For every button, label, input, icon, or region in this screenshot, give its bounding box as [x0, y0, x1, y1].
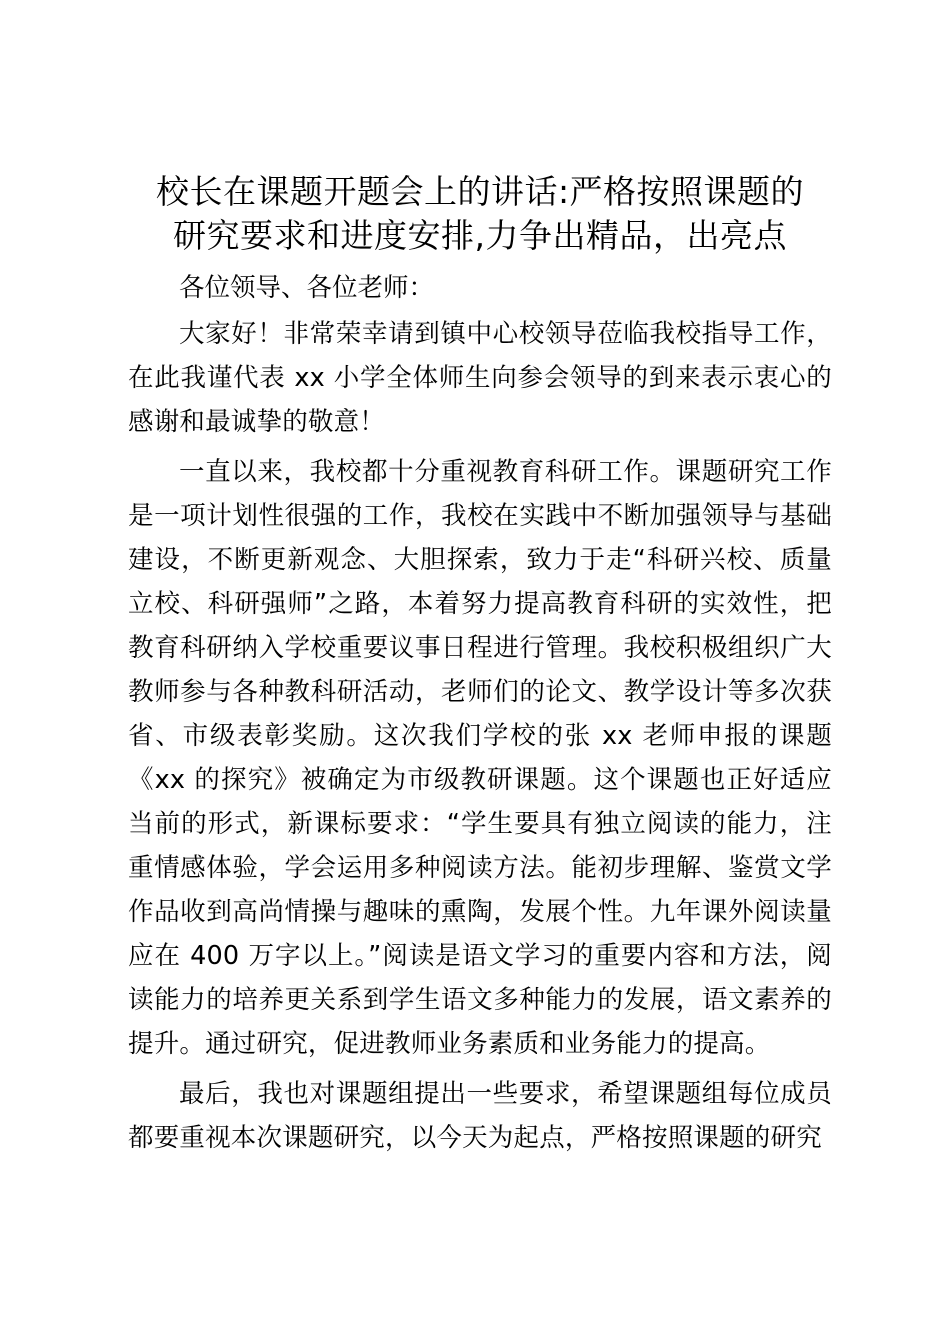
paragraph-1: 大家好！非常荣幸请到镇中心校领导莅临我校指导工作，在此我谨代表 xx 小学全体师生向参会领导的到来表示衷心的感谢和最诚挚的敬意！ [128, 319, 832, 437]
document-page [128, 170, 832, 1166]
paragraph-3: 最后，我也对课题组提出一些要求，希望课题组每位成员都要重视本次课题研究，以今天为起点，严格按照课题的研究 [128, 1079, 832, 1153]
document-title [128, 170, 832, 258]
title-line-2: 研究要求和进度安排,力争出精品，出亮点 [173, 216, 787, 255]
salutation: 各位领导、各位老师： [179, 273, 435, 303]
paragraph-2: 一直以来，我校都十分重视教育科研工作。课题研究工作是一项计划性很强的工作，我校在实践中不断加强领导与基础建设，不断更新观念、大胆探索，致力于走“科研兴校、质量立校、科研强师”之路，本着努力提高教育科研的实效性，把教育科研纳入学校重要议事日程进行管理。我校积极组织广大教师参与各种教科研活动，老师们的论文、教学设计等多次获省、市级表彰奖励。这次我们学校的张 xx 老师申报的课题《xx 的探究》被确定为市级教研课题。这个课题也正好适应当前的形式，新课标要求：“学生要具有独立阅读的能力，注重情感体验，学会运用多种阅读方法。能初步理解、鉴赏文学作品收到高尚情操与趣味的熏陶，发展个性。九年课外阅读量应在 400 万字以上。”阅读是语文学习的重要内容和方法，阅读能力的培养更关系到学生语文多种能力的发展，语文素养的提升。通过研究，促进教师业务素质和业务能力的提高。 [128, 457, 832, 1059]
title-line-1: 校长在课题开题会上的讲话:严格按照课题的 [155, 172, 805, 211]
